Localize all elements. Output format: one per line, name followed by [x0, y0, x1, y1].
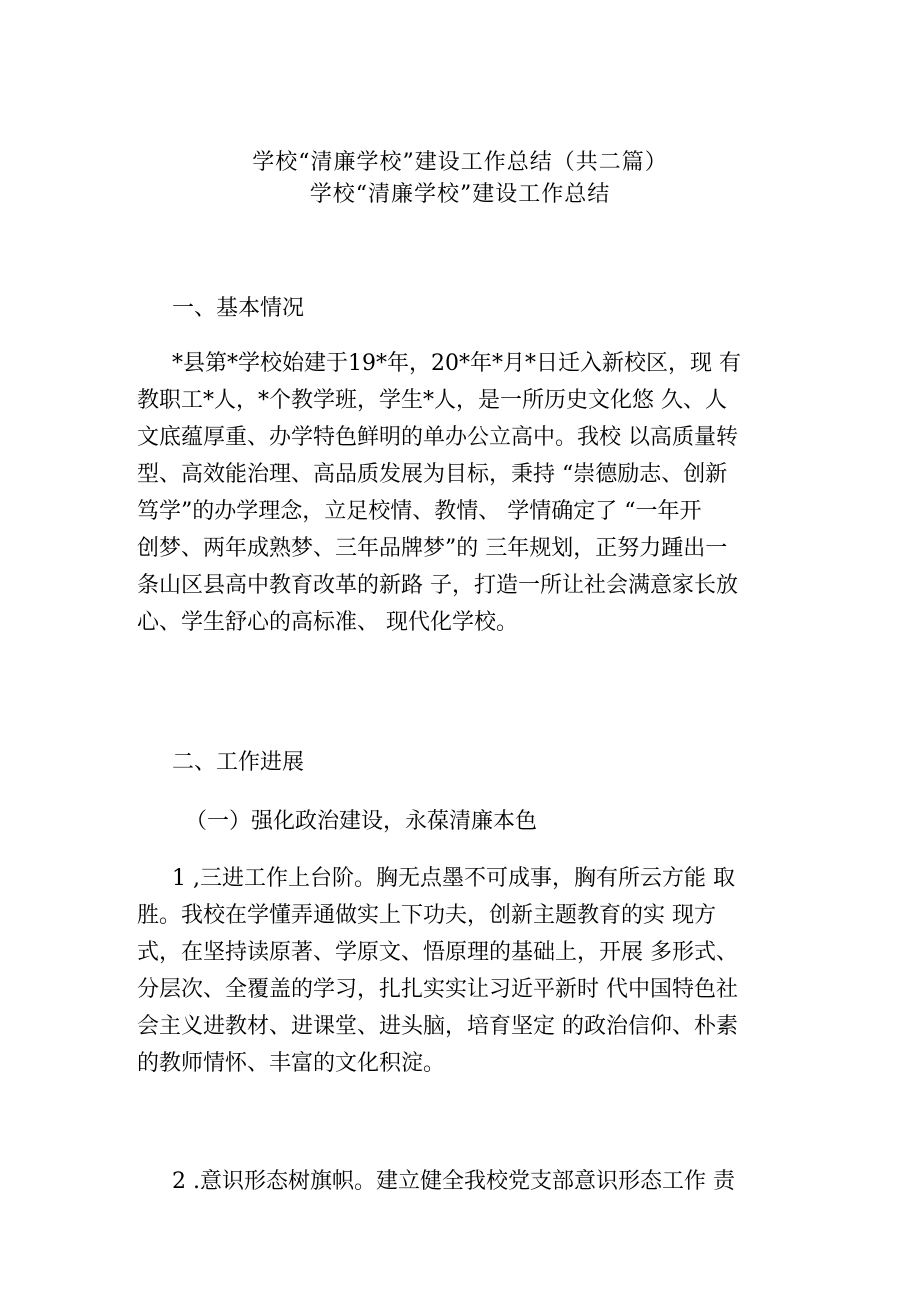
paragraph-line: 笃学”的办学理念，立足校情、教情、 学情确定了 “一年开: [137, 499, 702, 524]
subsection-1-heading: （一）强化政治建设，永葆清廉本色: [185, 809, 538, 834]
paragraph-line: 胜。我校在学懂弄通做实上下功夫，创新主题教育的实 现方: [137, 903, 716, 928]
paragraph-line: 文底蕴厚重、办学特色鲜明的单办公立高中。我校 以高质量转: [137, 425, 738, 450]
document-title: 学校“清廉学校”建设工作总结（共二篇）: [252, 150, 668, 175]
paragraph-line: 分层次、全覆盖的学习，扎扎实实让习近平新时 代中国特色社: [137, 977, 738, 1002]
paragraph-line: 式，在坚持读原著、学原文、悟原理的基础上，开展 多形式、: [137, 940, 738, 965]
paragraph-line: 2 .意识形态树旗帜。建立健全我校党支部意识形态工作 责: [172, 1169, 735, 1194]
paragraph-line: 会主义进教材、进课堂、进头脑，培育坚定 的政治信仰、朴素: [137, 1014, 738, 1039]
paragraph-line: 心、学生舒心的高标准、 现代化学校。: [137, 610, 518, 635]
paragraph-line: *县第*学校始建于19*年，20*年*月*日迁入新校区，现 有: [172, 351, 741, 376]
section-1-heading: 一、基本情况: [172, 296, 305, 321]
paragraph-line: 型、高效能治理、高品质发展为目标，秉持 “崇德励志、创新: [137, 462, 728, 487]
paragraph-item-2: [137, 1163, 777, 1200]
document-subtitle: 学校“清廉学校”建设工作总结: [309, 182, 611, 207]
section-2-heading: 二、工作进展: [172, 750, 305, 775]
paragraph-line: 教职工*人，*个教学班，学生*人，是一所历史文化悠 久、人: [137, 388, 727, 413]
paragraph-line: 1 ,三进工作上台阶。胸无点墨不可成事，胸有所云方能 取: [172, 866, 735, 891]
paragraph-item-1: [137, 860, 777, 1082]
paragraph-line: 的教师情怀、丰富的文化积淀。: [137, 1051, 446, 1076]
paragraph-line: 条山区县高中教育改革的新路 子，打造一所让社会满意家长放: [137, 573, 738, 598]
paragraph-line: 创梦、两年成熟梦、三年品牌梦”的 三年规划，正努力踵出一: [137, 536, 728, 561]
paragraph-basic-info: [137, 345, 777, 641]
